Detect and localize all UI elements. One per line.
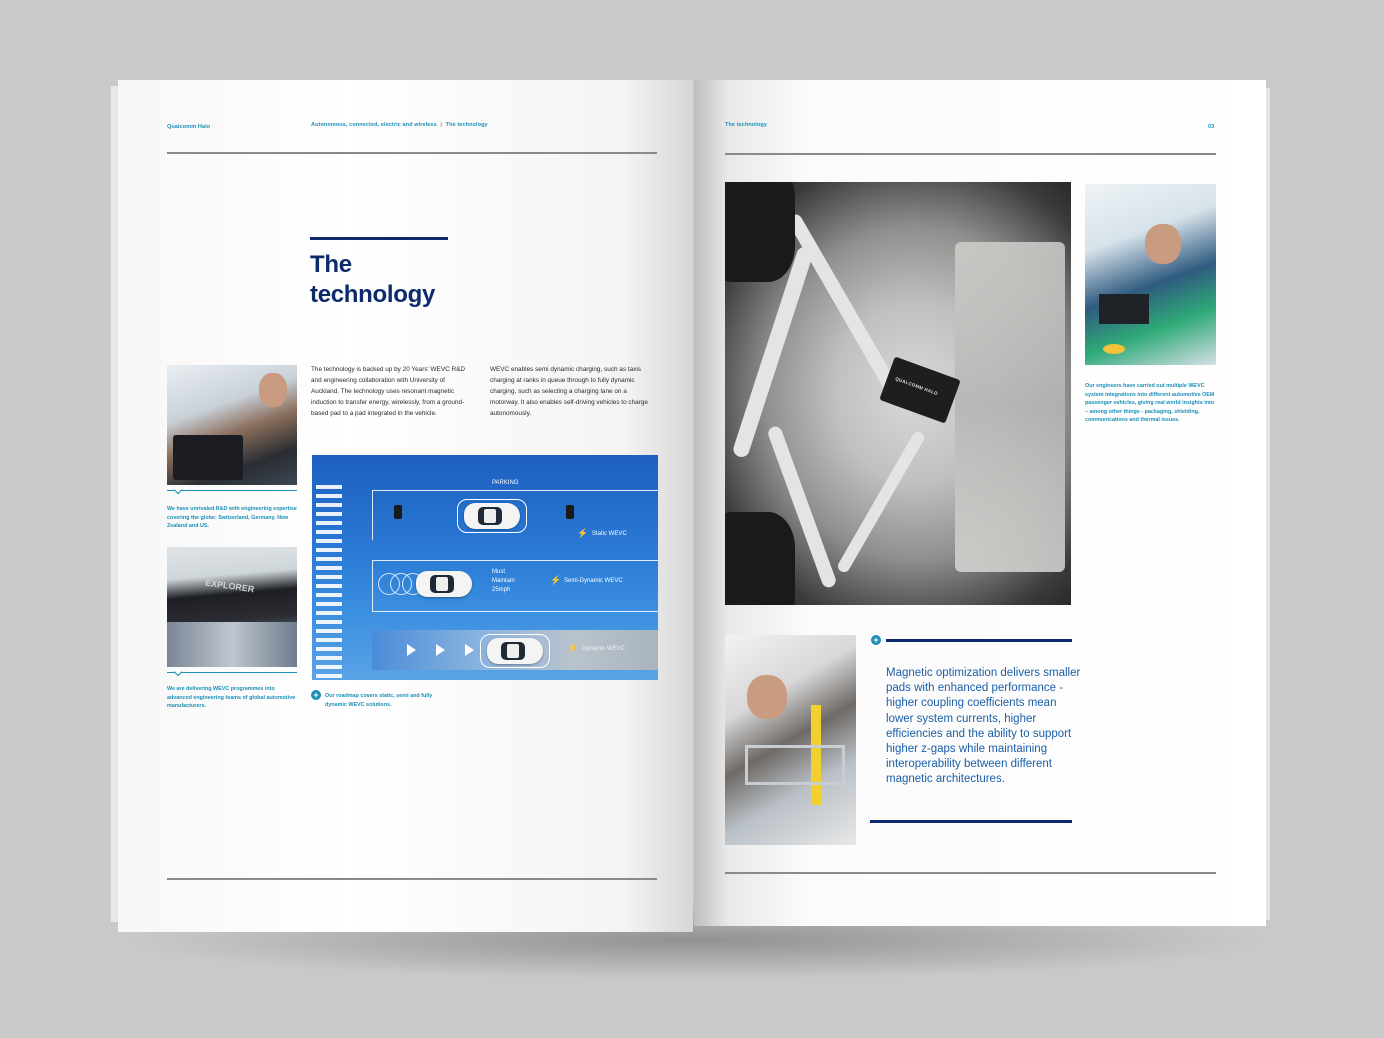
caption-2: We are delivering WEVC programmes into advanced engineering teams of global automotive manufacturers. [167, 686, 296, 709]
caption-2-rule [167, 672, 297, 673]
header-current: The technology [445, 122, 488, 128]
body-column-1: The technology is backed up by 20 Years' WEVC R&D and engineering collaboration with University of Auckland. The technology uses resonant magnetic induction to transfer energy, wirelessly, from a ground-based pad to a pad integrated in the vehicle. [311, 366, 465, 417]
chevron-icon-2 [436, 644, 445, 656]
engineer-lab-photo [167, 365, 297, 485]
semi-dynamic-wevc-label: Semi-Dynamic WEVC [564, 578, 623, 584]
title-line-2: technology [310, 281, 436, 308]
header-section: Autonomous, connected, electric and wireless [311, 122, 437, 128]
quote-top-rule [886, 639, 1072, 642]
caption-1-notch [174, 486, 182, 494]
must-maintain-line-1: Must [492, 569, 506, 575]
right-footer-rule [725, 872, 1216, 874]
wevc-roadmap-diagram [312, 455, 658, 680]
must-maintain-label [492, 568, 515, 595]
title-line-1: The [310, 251, 352, 278]
must-maintain-line-3: 25mph [492, 587, 511, 593]
right-page [694, 80, 1266, 926]
parking-pad-right [566, 505, 574, 519]
header-rule [167, 152, 657, 154]
explorer-engineer-photo [167, 547, 297, 667]
dynamic-car [487, 638, 543, 664]
must-maintain-line-2: Maintain [492, 578, 515, 584]
hub-label: QUALCOMM HALO [894, 376, 939, 397]
page-number: 03 [1208, 124, 1215, 130]
caption-2-notch [174, 668, 182, 676]
dynamic-wevc-label: Dynamic WEVC [582, 646, 626, 652]
static-wevc-label: Static WEVC [592, 531, 627, 537]
chevron-icon-1 [407, 644, 416, 656]
header-brand: Qualcomm Halo [167, 124, 211, 130]
engineers-office-photo [1085, 184, 1216, 365]
right-header-rule [725, 153, 1216, 155]
halo-receiver-pad [879, 356, 961, 423]
parking-pad-left [394, 505, 402, 519]
semi-bolt-icon: ⚡ [550, 575, 562, 585]
quote-bottom-rule [870, 820, 1072, 823]
office-caption: Our engineers have carried out multiple WEVC system integrations into different automotive OEM passenger vehicles, giving real world insights into – among other things - packaging, shielding, communications and thermal issues. [1085, 383, 1215, 423]
test-rig-photo [725, 635, 856, 845]
dynamic-bolt-icon: ⚡ [567, 643, 579, 653]
static-bolt-icon: ⚡ [577, 528, 589, 538]
static-car [464, 503, 520, 529]
shirt-text: EXPLORER [204, 577, 255, 595]
chevron-icon-3 [465, 644, 474, 656]
parking-label: PARKING [492, 480, 519, 486]
body-column-2: WEVC enables semi dynamic charging, such as taxis charging at ranks in queue through to fully dynamic charging, such as selecting a charging lane on a motorway. It also enables self-driving vehicles to charge autonomously. [490, 366, 648, 417]
vehicle-underbody-photo [725, 182, 1071, 605]
header-breadcrumb [311, 122, 488, 128]
semi-dynamic-car [416, 571, 472, 597]
header-separator: | [440, 122, 443, 128]
quote-plus-icon: + [871, 635, 881, 645]
title-rule [310, 237, 448, 240]
footer-rule [167, 878, 657, 880]
page-title [310, 250, 435, 310]
crosswalk [316, 485, 342, 680]
caption-1-rule [167, 490, 297, 491]
caption-1: We have unrivaled R&D with engineering expertise covering the globe: Switzerland, Germany, New Zealand and US. [167, 506, 297, 529]
highlight-quote: Magnetic optimization delivers smaller pads with enhanced performance - higher coupling coefficients mean lower system currents, higher efficiencies and the ability to support higher z-gaps while maintaining interoperability between different magnetic architectures. [886, 667, 1081, 786]
left-page [118, 80, 693, 932]
diagram-caption: Our roadmap covers static, semi and fully dynamic WEVC solutions. [325, 693, 433, 708]
plus-icon: + [311, 690, 321, 700]
right-header-section: The technology [725, 122, 768, 128]
